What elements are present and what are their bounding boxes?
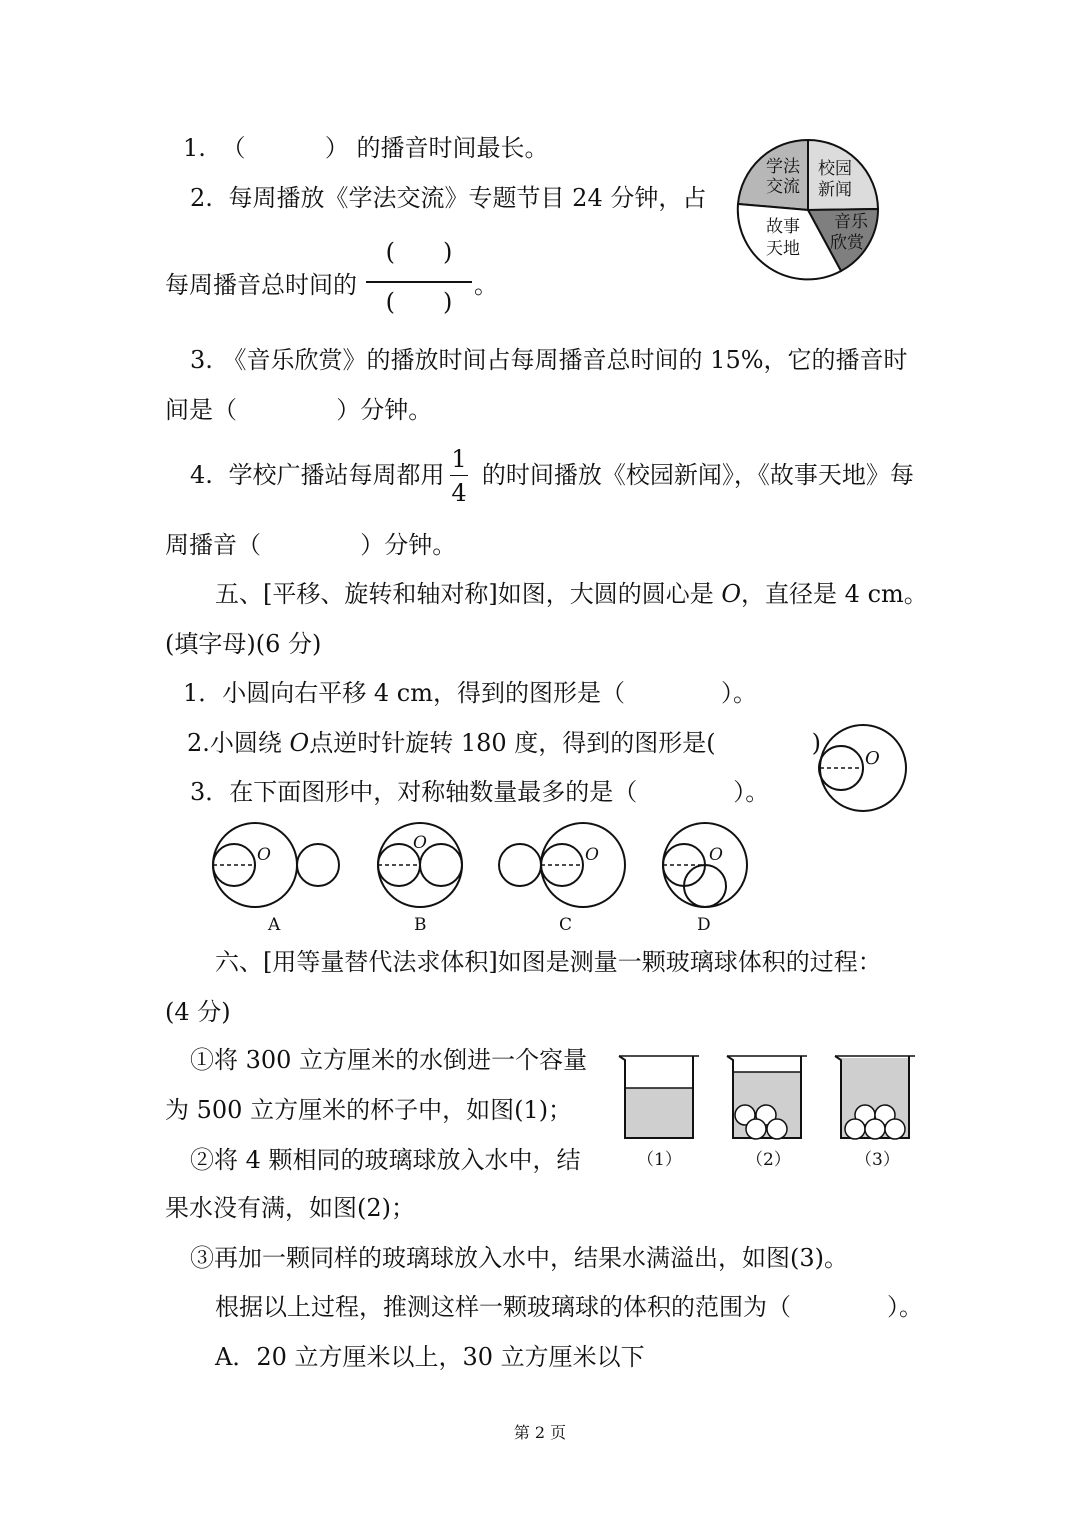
q1-paren-close: ） bbox=[324, 134, 349, 162]
svg-text:O: O bbox=[709, 845, 723, 865]
section6-title: 六、[用等量替代法求体积]如图是测量一颗玻璃球体积的过程： bbox=[215, 948, 882, 976]
option-b-label: B bbox=[414, 915, 427, 935]
s6-step2-b: 果水没有满，如图(2)； bbox=[165, 1194, 415, 1222]
pie-label-xuefa-1: 学法 bbox=[766, 157, 800, 177]
option-d-label: D bbox=[697, 915, 711, 935]
s6-question: 根据以上过程，推测这样一颗玻璃球的体积的范围为（ ）。 bbox=[215, 1293, 923, 1321]
q4-number: 4. bbox=[190, 461, 213, 489]
section5-title: 五、[平移、旋转和轴对称]如图，大圆的圆心是 O，直径是 4 cm。 bbox=[215, 580, 928, 608]
pie-label-xiaoyuan-2: 新闻 bbox=[818, 180, 852, 200]
cup-3 bbox=[835, 1056, 915, 1170]
svg-text:O: O bbox=[257, 845, 271, 865]
cup-2 bbox=[727, 1056, 807, 1170]
q1-paren-open: （ bbox=[221, 134, 246, 162]
q3-text-b: ）分钟。 bbox=[336, 396, 433, 424]
q4-line2 bbox=[165, 533, 456, 557]
pie-label-yinyue-2: 欣赏 bbox=[830, 233, 864, 253]
q4-text-line2-a: 周播音（ bbox=[165, 531, 261, 559]
q4-fraction-bar bbox=[450, 475, 468, 476]
q2-line1 bbox=[190, 186, 706, 210]
s6-step1-b: 为 500 立方厘米的杯子中，如图(1)； bbox=[165, 1096, 573, 1124]
pie-label-gushi-1: 故事 bbox=[766, 217, 800, 237]
broadcast-pie-chart bbox=[730, 132, 890, 292]
q2-text-line2: 每周播音总时间的 bbox=[165, 271, 357, 299]
s6-step2-a: ②将 4 颗相同的玻璃球放入水中，结 bbox=[190, 1146, 581, 1174]
q2-fraction-numerator[interactable]: ( ) bbox=[385, 238, 453, 266]
q4-text-a: 学校广播站每周都用 bbox=[228, 461, 445, 489]
cup-2-label: （2） bbox=[746, 1150, 791, 1170]
pie-label-yinyue-1: 音乐 bbox=[834, 212, 868, 232]
q1-line bbox=[183, 136, 548, 160]
option-c-figure[interactable] bbox=[499, 823, 625, 935]
cups-figure bbox=[615, 1048, 915, 1173]
q2-end: 。 bbox=[474, 271, 498, 299]
q3-text: 《音乐欣赏》的播放时间占每周播音总时间的 15%，它的播音时 bbox=[222, 346, 908, 374]
section5-title-o: O bbox=[721, 580, 742, 608]
s5-q3: 3．在下面图形中，对称轴数量最多的是（ ）。 bbox=[190, 778, 770, 806]
page-footer: 第 2 页 bbox=[513, 1423, 567, 1442]
option-a-label: A bbox=[268, 915, 281, 935]
center-o-label: O bbox=[865, 748, 880, 769]
q2-fraction[interactable] bbox=[366, 240, 472, 320]
q4-fraction-denominator: 4 bbox=[451, 479, 467, 507]
q2-number: 2. bbox=[190, 184, 213, 212]
q3-line2 bbox=[165, 398, 432, 422]
s6-option-a: A．20 立方厘米以上，30 立方厘米以下 bbox=[215, 1343, 645, 1371]
option-figures bbox=[205, 820, 765, 935]
q4-fraction bbox=[448, 447, 470, 505]
q2-text: 每周播放《学法交流》专题节目 24 分钟，占 bbox=[228, 184, 707, 212]
q3-text-a: 间是（ bbox=[165, 396, 237, 424]
cup-1-label: （1） bbox=[637, 1150, 682, 1170]
q1-text: 的播音时间最长。 bbox=[356, 134, 549, 162]
cup-1 bbox=[619, 1056, 699, 1170]
q4-text-line2-b: ）分钟。 bbox=[360, 531, 457, 559]
pie-label-xiaoyuan-1: 校园 bbox=[818, 159, 852, 179]
option-a-figure[interactable] bbox=[213, 823, 339, 935]
option-b-figure[interactable] bbox=[378, 823, 462, 935]
q4-text-b: 的时间播放《校园新闻》，《故事天地》每 bbox=[481, 461, 914, 489]
main-circle-figure bbox=[815, 720, 915, 820]
section6-title2: (4 分) bbox=[165, 998, 231, 1026]
s6-step3: ③再加一颗同样的玻璃球放入水中，结果水满溢出，如图(3)。 bbox=[190, 1244, 848, 1272]
s5-q1: 1．小圆向右平移 4 cm，得到的图形是（ ）。 bbox=[183, 679, 757, 707]
q4-line1 bbox=[190, 463, 914, 487]
svg-text:O: O bbox=[585, 845, 599, 865]
s5-q2: 2.小圆绕 O点逆时针旋转 180 度，得到的图形是( ) bbox=[187, 729, 822, 757]
option-d-figure[interactable] bbox=[663, 823, 747, 935]
option-c-label: C bbox=[559, 915, 573, 935]
q4-fraction-numerator: 1 bbox=[451, 445, 467, 473]
section5-title2: (填字母)(6 分) bbox=[165, 630, 322, 658]
q3-number: 3. bbox=[190, 346, 213, 374]
pie-label-gushi-2: 天地 bbox=[766, 239, 800, 259]
s6-step1-a: ①将 300 立方厘米的水倒进一个容量 bbox=[190, 1046, 588, 1074]
q2-line2 bbox=[165, 273, 357, 297]
q1-number: 1. bbox=[183, 134, 206, 162]
pie-label-xuefa-2: 交流 bbox=[766, 177, 800, 197]
q2-fraction-denominator[interactable]: ( ) bbox=[385, 288, 453, 316]
s5-q2-o: O bbox=[289, 729, 310, 757]
cup-3-label: （3） bbox=[855, 1150, 900, 1170]
q2-fraction-bar bbox=[366, 281, 472, 283]
svg-text:O: O bbox=[413, 833, 427, 853]
q3-line1 bbox=[190, 348, 908, 372]
